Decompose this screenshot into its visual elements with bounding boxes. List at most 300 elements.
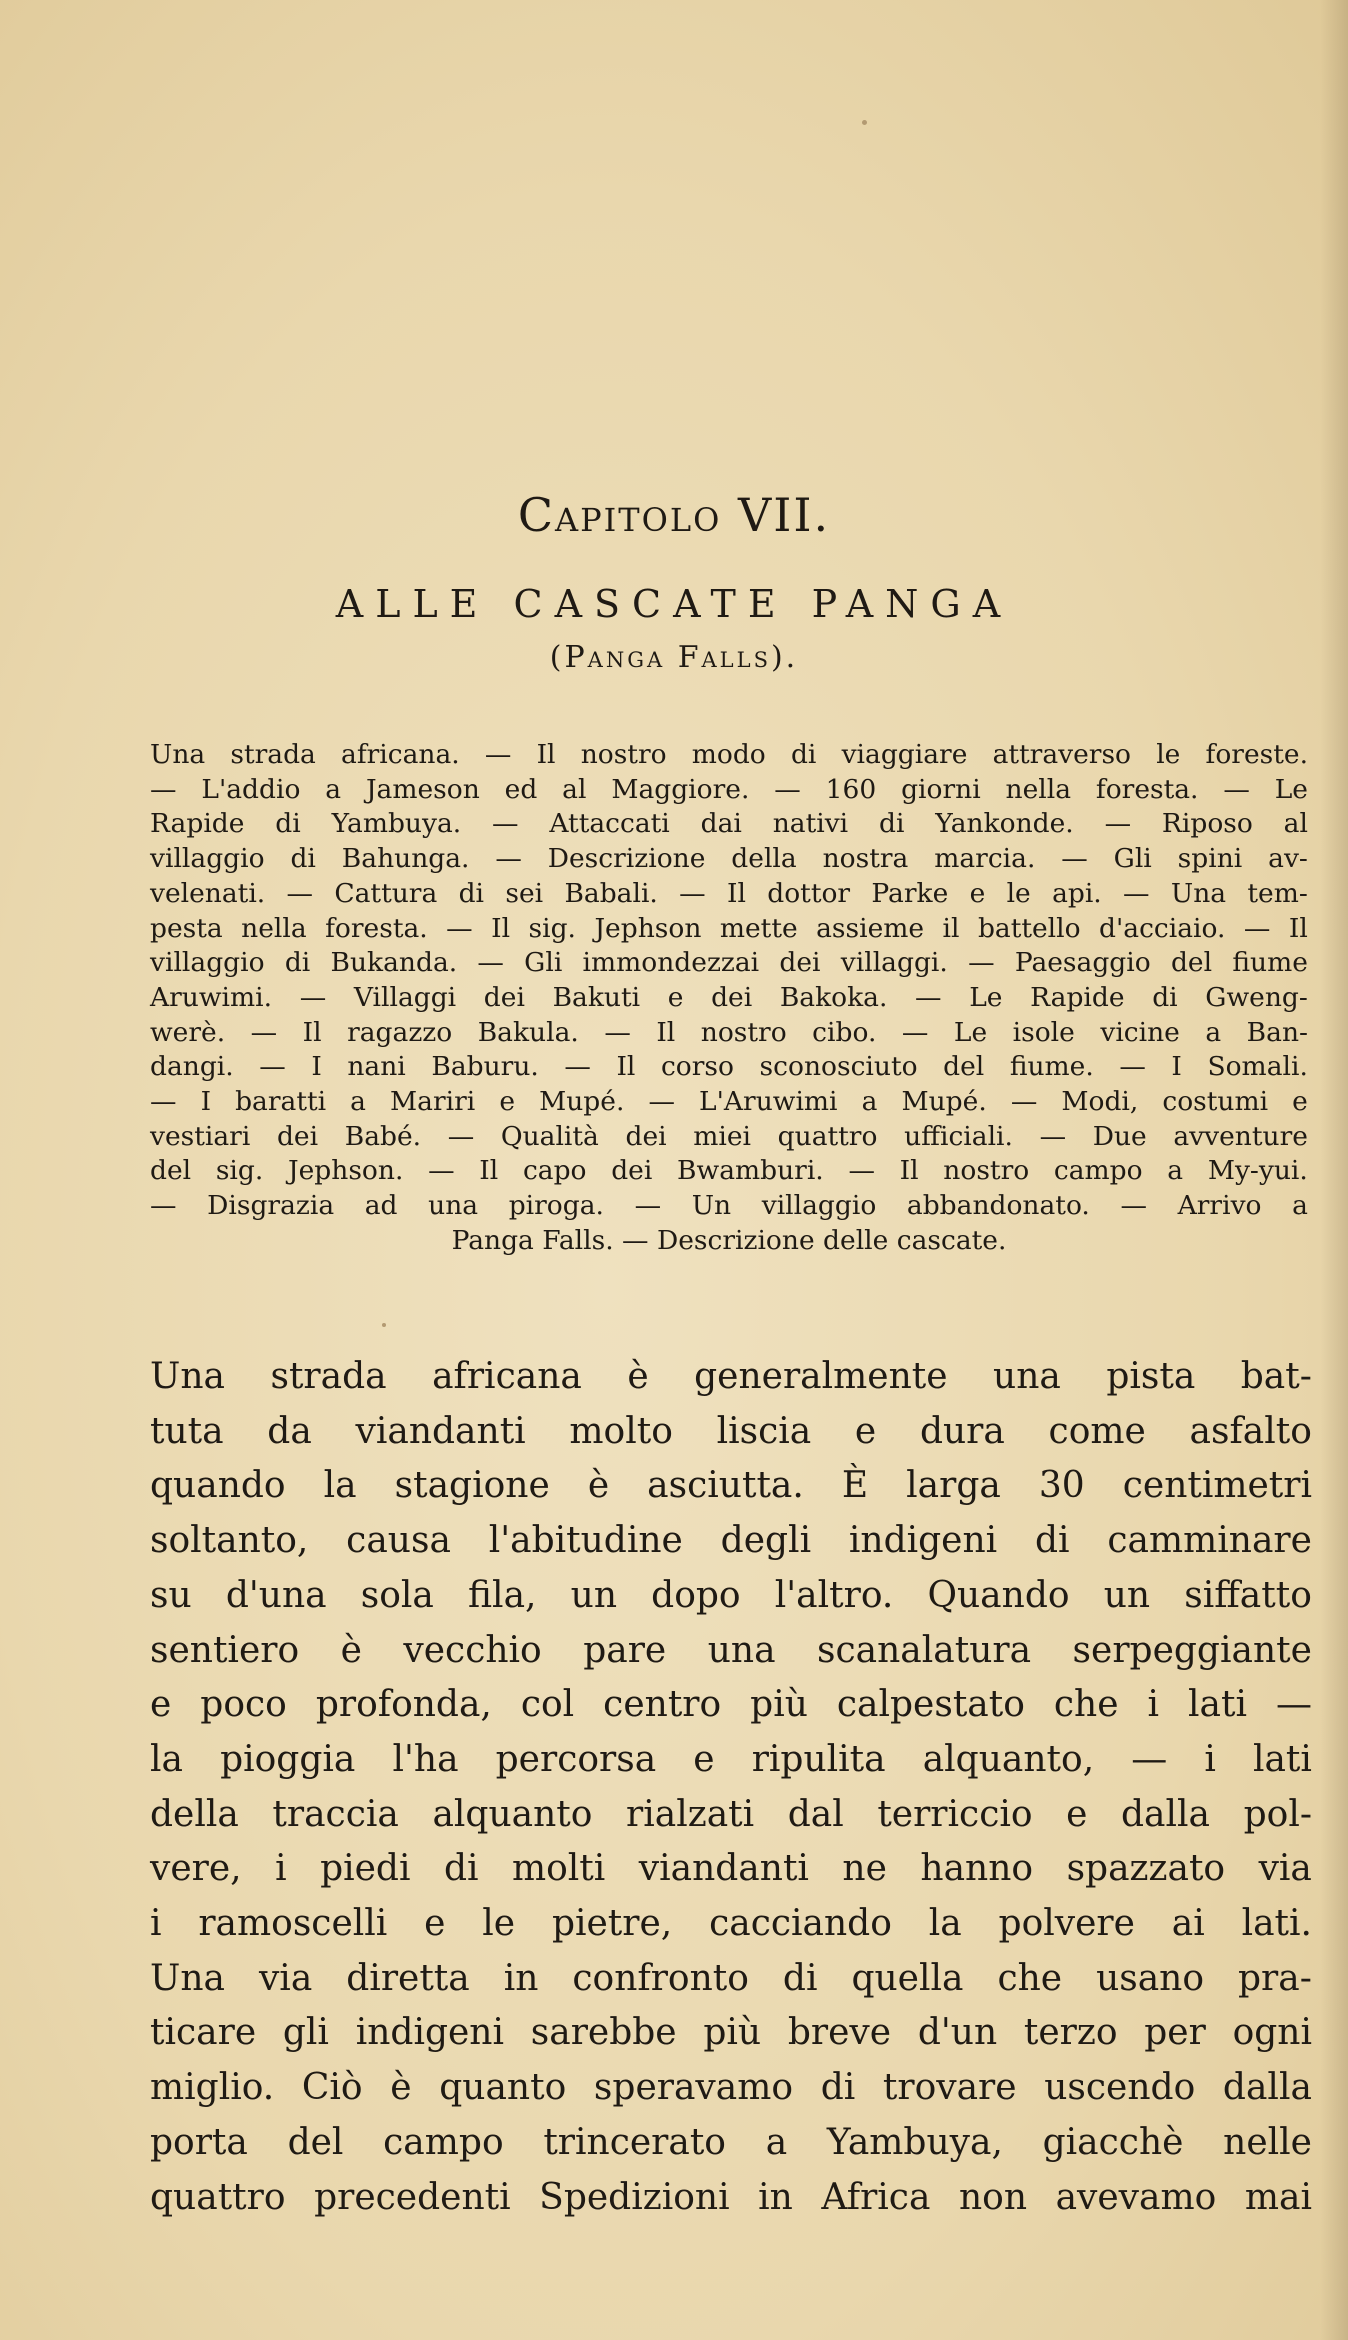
word: — [259, 1051, 286, 1083]
summary-line [150, 1189, 1308, 1224]
word: Mariri [390, 1086, 476, 1118]
word: quella [851, 1957, 964, 1999]
word: fila, [468, 1574, 537, 1616]
word: strada [230, 739, 316, 770]
word: Panga Falls. — Descrizione delle cascate. [451, 1224, 1007, 1256]
word: Parke [871, 877, 949, 909]
word: fiume [1232, 947, 1308, 979]
word: Baburu. [431, 1051, 539, 1083]
word: di [284, 947, 311, 979]
word: — [564, 1051, 591, 1083]
word: Jephson. [288, 1155, 404, 1187]
word: foreste. [1205, 739, 1308, 770]
word: camminare [1107, 1520, 1312, 1562]
text-line [150, 2006, 1312, 2061]
word: Babé. [344, 1120, 422, 1152]
text-line [150, 1569, 1312, 1624]
chapter-title: ALLE CASCATE PANGA [335, 582, 1013, 626]
word: tem- [1247, 877, 1308, 909]
word: un [1103, 1574, 1151, 1616]
word: dei [779, 947, 821, 979]
word: centimetri [1122, 1465, 1312, 1507]
word: — [150, 1086, 177, 1118]
word: — [286, 877, 314, 909]
paper-speck [382, 1323, 386, 1327]
word: una [993, 1356, 1061, 1397]
word: foresta. [325, 912, 428, 944]
word: — [150, 773, 177, 805]
word: piedi [320, 1848, 411, 1890]
word: i [275, 1848, 287, 1890]
word: campo [383, 2121, 504, 2163]
word: Yambuya, [826, 2121, 1003, 2163]
summary-line [150, 1120, 1308, 1155]
word: Mupé. [539, 1086, 625, 1118]
word: asciutta. [647, 1465, 804, 1507]
word: Aruwimi. [150, 981, 273, 1013]
word: l'altro. [774, 1574, 894, 1616]
text-line [150, 1405, 1312, 1460]
chapter-summary [150, 738, 1308, 1259]
word: del [1170, 947, 1213, 979]
word: Il [302, 1016, 322, 1048]
summary-line [150, 773, 1308, 808]
word: uscendo [1044, 2067, 1196, 2109]
word: Yambuya. [331, 808, 462, 840]
word: tuta [150, 1410, 224, 1452]
word: ad [364, 1190, 398, 1222]
word: 160 [825, 773, 877, 805]
word: e [1292, 1086, 1308, 1118]
word: Bakula. [477, 1016, 579, 1048]
word: Gweng- [1205, 981, 1308, 1013]
text-line [150, 2116, 1312, 2171]
word: quattro [777, 1120, 878, 1152]
word: di [275, 808, 301, 840]
word: È [841, 1465, 869, 1507]
word: — [495, 843, 522, 875]
word: werè. [150, 1016, 226, 1048]
word: 30 [1038, 1465, 1085, 1507]
word: ripulita [751, 1738, 886, 1780]
word: Attaccati [549, 808, 670, 840]
word: I [200, 1086, 212, 1118]
word: My-yui. [1207, 1155, 1308, 1187]
page-edge-shadow [1320, 0, 1348, 2340]
word: modo [691, 739, 766, 770]
summary-line [150, 877, 1308, 912]
word: — [1275, 1684, 1312, 1726]
word: — [446, 912, 473, 944]
word: diretta [346, 1957, 470, 1999]
word: indigeni [355, 2012, 505, 2054]
word: in [503, 1957, 539, 1999]
word: quando [150, 1465, 286, 1507]
word: piroga. [508, 1190, 604, 1222]
word: profonda, [315, 1684, 492, 1726]
word: Arrivo [1177, 1190, 1262, 1222]
word: Bahunga. [341, 843, 470, 875]
text-line [150, 1459, 1312, 1514]
word: siffatto [1184, 1574, 1312, 1616]
word: strada [270, 1356, 387, 1397]
body-text [150, 1350, 1312, 2225]
word: asfalto [1189, 1410, 1312, 1452]
word: la [928, 1903, 962, 1945]
word: Ban- [1246, 1016, 1308, 1048]
word: Paesaggio [1014, 947, 1151, 979]
word: Le [953, 1016, 988, 1048]
word: dottor [767, 877, 851, 909]
word: — [1010, 1086, 1038, 1118]
word: Yankonde. [935, 808, 1074, 840]
word: vestiari [150, 1120, 251, 1152]
word: immondezzai [582, 947, 760, 979]
word: a [861, 1086, 878, 1118]
word: i [1204, 1738, 1216, 1780]
word: — [968, 947, 995, 979]
word: Una [150, 1356, 225, 1397]
word: generalmente [694, 1356, 948, 1397]
word: nelle [1223, 2121, 1312, 2163]
word: Due [1092, 1120, 1147, 1152]
word: ai [1171, 1903, 1205, 1945]
word: un [570, 1574, 618, 1616]
word: come [1048, 1410, 1146, 1452]
word: ticare [150, 2012, 257, 2054]
word: della [150, 1793, 239, 1835]
word: lati. [1241, 1903, 1312, 1945]
word: Un [691, 1190, 732, 1222]
word: Babali. [564, 877, 658, 909]
word: sig. [215, 1155, 264, 1187]
word: speravamo [593, 2067, 794, 2109]
word: e [499, 1086, 516, 1118]
word: costumi [1162, 1086, 1269, 1118]
word: che [997, 1957, 1063, 1999]
word: — [679, 877, 706, 909]
word: I [1171, 1051, 1182, 1083]
word: a [1292, 1190, 1308, 1222]
word: più [750, 1684, 808, 1726]
word: cibo. [812, 1016, 877, 1048]
summary-line [150, 1050, 1308, 1085]
word: di [290, 843, 316, 875]
word: Rapide [150, 808, 245, 840]
word: ufficiali. [904, 1120, 1013, 1152]
word: viandanti [638, 1848, 809, 1890]
word: L'Aruwimi [699, 1086, 838, 1118]
word: col [520, 1684, 575, 1726]
word: velenati. [150, 877, 266, 909]
word: — [774, 773, 801, 805]
summary-line [150, 807, 1308, 842]
word: — [1039, 1120, 1067, 1152]
word: villaggio [150, 947, 265, 979]
word: dalla [1121, 1793, 1211, 1835]
summary-line [150, 738, 1308, 773]
word: dopo [651, 1574, 741, 1616]
word: di [1152, 981, 1178, 1013]
word: a [325, 773, 342, 805]
word: giorni [901, 773, 981, 805]
word: a [1205, 1016, 1222, 1048]
word: alquanto [432, 1793, 593, 1835]
word: Il [899, 1155, 919, 1187]
word: vicine [1100, 1016, 1180, 1048]
word: — [1061, 843, 1088, 875]
summary-line [150, 1224, 1308, 1259]
word: rialzati [626, 1793, 755, 1835]
word: la [150, 1738, 183, 1780]
word: I [311, 1051, 322, 1083]
word: mai [1244, 2176, 1312, 2218]
word: pesta [150, 912, 223, 944]
text-line [150, 1514, 1312, 1569]
word: — [1123, 877, 1150, 909]
word: avventure [1173, 1120, 1308, 1152]
summary-line [150, 946, 1308, 981]
word: africana. [341, 739, 460, 770]
word: calpestato [836, 1684, 1025, 1726]
word: lati [1252, 1738, 1312, 1780]
word: pol- [1243, 1793, 1312, 1835]
word: a [765, 2121, 788, 2163]
word: di [820, 2067, 856, 2109]
word: mette [719, 912, 798, 944]
summary-line [150, 1154, 1308, 1189]
word: assieme [816, 912, 925, 944]
word: capo [522, 1155, 587, 1187]
word: Una [150, 739, 206, 770]
text-line [150, 1788, 1312, 1843]
word: marcia. [934, 843, 1036, 875]
word: più [703, 2012, 762, 2054]
text-line [150, 2171, 1312, 2226]
word: Rapide [1030, 981, 1125, 1013]
word: è [587, 1465, 610, 1507]
text-line [150, 1350, 1312, 1405]
word: Il [536, 739, 556, 770]
word: larga [906, 1465, 1001, 1507]
word: sarebbe [530, 2012, 677, 2054]
word: — [477, 947, 504, 979]
word: avevamo [1055, 2176, 1217, 2218]
word: e [693, 1738, 715, 1780]
word: pare [583, 1629, 667, 1671]
word: terzo [1023, 2012, 1118, 2054]
word: la [323, 1465, 357, 1507]
word: le [1006, 877, 1031, 909]
word: — [428, 1155, 455, 1187]
word: per [1144, 2012, 1206, 2054]
word: sei [505, 877, 544, 909]
summary-line [150, 981, 1308, 1016]
word: ogni [1232, 2012, 1312, 2054]
word: villaggio [761, 1190, 877, 1222]
word: polvere [998, 1903, 1135, 1945]
word: nani [347, 1051, 406, 1083]
word: usano [1096, 1957, 1205, 1999]
word: una [428, 1190, 479, 1222]
word: causa [346, 1520, 451, 1562]
word: miei [693, 1120, 752, 1152]
word: Bwamburi. [677, 1155, 824, 1187]
word: sentiero [150, 1629, 300, 1671]
paper-speck [862, 120, 867, 125]
word: dalla [1222, 2067, 1312, 2109]
word: le [482, 1903, 516, 1945]
word: dal [787, 1793, 844, 1835]
word: ed [504, 773, 538, 805]
word: il [942, 912, 960, 944]
chapter-alt-title: (Panga Falls). [549, 640, 799, 675]
word: alquanto, [922, 1738, 1095, 1780]
word: dangi. [150, 1051, 234, 1083]
word: Spedizioni [539, 2176, 730, 2218]
word: — [848, 1155, 875, 1187]
word: — [250, 1016, 278, 1048]
word: Jephson [594, 912, 702, 944]
word: Maggiore. [611, 773, 750, 805]
word: da [267, 1410, 312, 1452]
word: l'abitudine [488, 1520, 683, 1562]
word: — [915, 981, 942, 1013]
word: d'un [917, 2012, 998, 2054]
word: trovare [882, 2067, 1017, 2109]
word: villaggi. [840, 947, 948, 979]
word: — [1120, 1190, 1147, 1222]
word: e [424, 1903, 446, 1945]
word: pra- [1238, 1957, 1312, 1999]
word: del [287, 2121, 344, 2163]
word: di [458, 877, 485, 909]
word: poco [200, 1684, 287, 1726]
word: Bukanda. [330, 947, 458, 979]
word: nostro [580, 739, 667, 770]
summary-line [150, 912, 1308, 947]
word: baratti [235, 1086, 327, 1118]
word: Le [969, 981, 1003, 1013]
word: della [731, 843, 797, 875]
word: miglio. [150, 2067, 275, 2109]
word: — [648, 1086, 675, 1118]
word: lati [1188, 1684, 1247, 1726]
word: del [150, 1155, 192, 1187]
word: — [492, 808, 519, 840]
word: su [150, 1574, 192, 1616]
word: foresta. [1095, 773, 1199, 805]
word: nativi [772, 808, 849, 840]
word: d'una [225, 1574, 327, 1616]
word: molti [511, 1848, 606, 1890]
word: africana [432, 1356, 582, 1397]
word: Jameson [365, 773, 480, 805]
summary-line [150, 1016, 1308, 1051]
word: — [1131, 1738, 1168, 1780]
word: corso [660, 1051, 734, 1083]
word: Le [1274, 773, 1308, 805]
word: bat- [1240, 1356, 1312, 1397]
word: vere, [150, 1848, 242, 1890]
word: Somali. [1207, 1051, 1308, 1083]
word: Il [616, 1051, 636, 1083]
word: pista [1106, 1356, 1196, 1397]
word: breve [787, 2012, 892, 2054]
word: av- [1268, 843, 1308, 875]
word: giacchè [1042, 2121, 1184, 2163]
word: hanno [920, 1848, 1034, 1890]
word: e [1066, 1793, 1088, 1835]
word: — [1119, 1051, 1146, 1083]
word: i [1147, 1684, 1160, 1726]
word: nostro [700, 1016, 787, 1048]
word: traccia [272, 1793, 399, 1835]
word: quattro [150, 2176, 286, 2218]
word: di [878, 808, 905, 840]
word: centro [603, 1684, 722, 1726]
word: Modi, [1061, 1086, 1139, 1118]
summary-line [150, 1085, 1308, 1120]
word: una [707, 1629, 776, 1671]
word: dei [611, 1155, 653, 1187]
word: abbandonato. [906, 1190, 1090, 1222]
word: a [350, 1086, 366, 1118]
word: Bakuti [552, 981, 641, 1013]
word: di [782, 1957, 818, 1999]
word: nostro [943, 1155, 1030, 1187]
word: viaggiare [841, 739, 968, 770]
word: Gli [524, 947, 563, 979]
word: del [943, 1051, 985, 1083]
word: battello [977, 912, 1081, 944]
word: — [484, 739, 512, 770]
word: Il [491, 912, 511, 944]
text-line [150, 1842, 1312, 1897]
word: sconosciuto [759, 1051, 918, 1083]
word: — [604, 1016, 631, 1048]
word: soltanto, [150, 1520, 309, 1562]
word: confronto [572, 1957, 749, 1999]
word: a [1167, 1155, 1184, 1187]
word: sig. [528, 912, 576, 944]
word: dei [711, 981, 753, 1013]
word: pioggia [220, 1738, 356, 1780]
word: d'acciaio. [1099, 912, 1226, 944]
word: dura [919, 1410, 1005, 1452]
word: l'ha [392, 1738, 459, 1780]
word: e [150, 1684, 172, 1726]
word: isole [1012, 1016, 1075, 1048]
word: nella [241, 912, 307, 944]
word: serpeggiante [1072, 1629, 1312, 1671]
word: i [150, 1903, 162, 1945]
word: in [758, 2176, 793, 2218]
word: — [1223, 773, 1250, 805]
word: Il [1288, 912, 1308, 944]
word: dei [276, 1120, 319, 1152]
chapter-number: Capitolo VII. [517, 488, 831, 542]
word: villaggio [150, 843, 265, 875]
word: precedenti [314, 2176, 511, 2218]
word: via [258, 1957, 313, 1999]
word: dei [483, 981, 525, 1013]
word: sola [360, 1574, 434, 1616]
word: di [443, 1848, 479, 1890]
word: indigeni [848, 1520, 998, 1562]
word: Riposo [1161, 808, 1253, 840]
text-line [150, 1733, 1312, 1788]
